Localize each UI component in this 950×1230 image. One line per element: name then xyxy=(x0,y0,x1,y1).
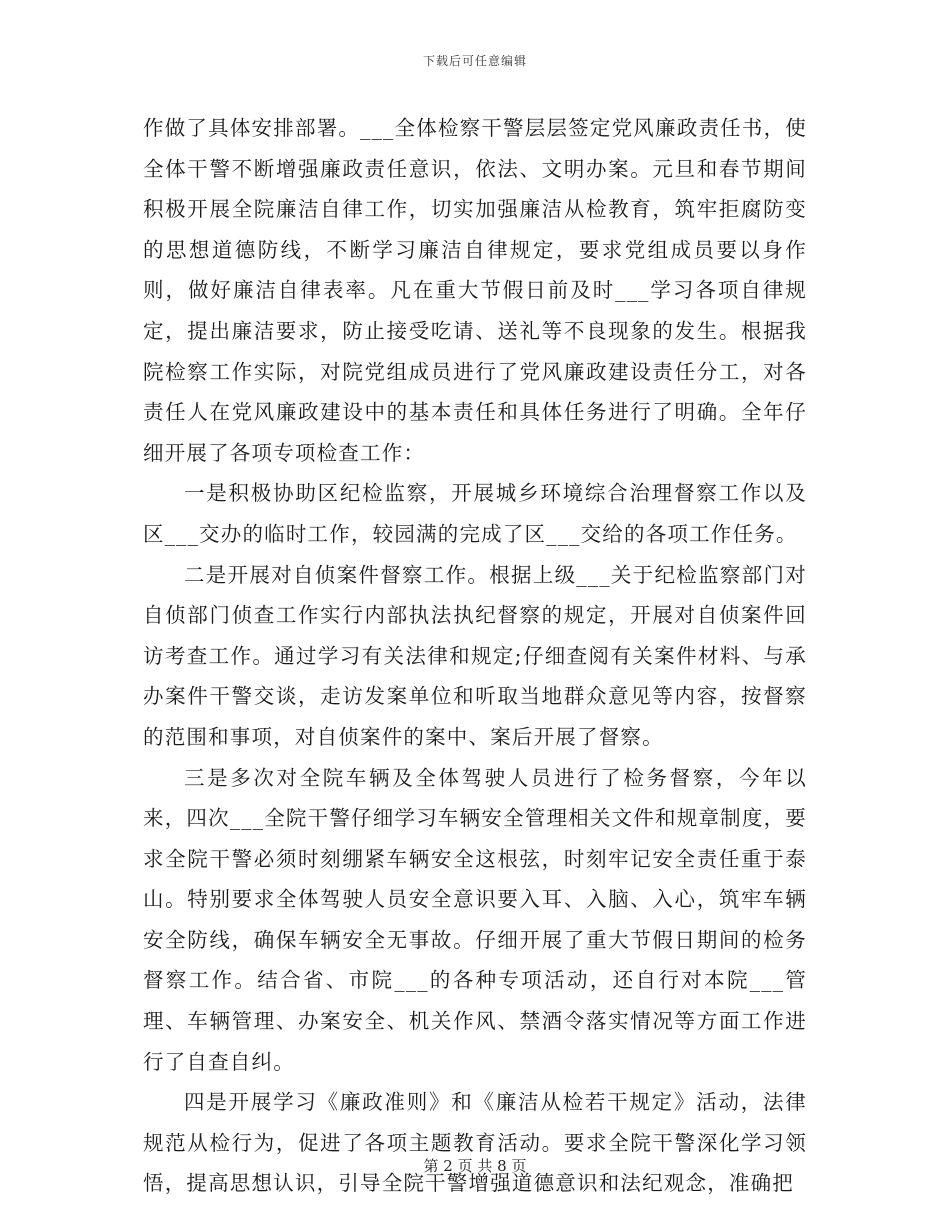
paragraph-item-2: 二是开展对自侦案件督察工作。根据上级___关于纪检监察部门对自侦部门侦查工作实行内部执法执纪督察的规定，开展对自侦案件回访考查工作。通过学习有关法律和规定;仔细查阅有关案件材料、与承办案件干警交谈，走访发案单位和听取当地群众意见等内容，按督察的范围和事项，对自侦案件的案中、案后开展了督察。 xyxy=(143,562,807,749)
paragraph-item-4: 四是开展学习《廉政准则》和《廉洁从检若干规定》活动，法律规范从检行为，促进了各项主题教育活动。要求全院干警深化学习领悟，提高思想认识，引导全院干警增强道德意识和法纪观念，准确把 xyxy=(143,1090,807,1196)
page-header: 下载后可任意编辑 xyxy=(422,54,527,68)
page-number: 第 2 页 共 8 页 xyxy=(423,1157,527,1175)
paragraph-item-3: 三是多次对全院车辆及全体驾驶人员进行了检务督察，今年以来，四次___全院干警仔细学习车辆安全管理相关文件和规章制度，要求全院干警必须时刻绷紧车辆安全这根弦，时刻牢记安全责任重于泰山。特别要求全体驾驶人员安全意识要入耳、入脑、入心，筑牢车辆安全防线，确保车辆安全无事故。仔细开展了重大节假日期间的检务督察工作。结合省、市院___的各种专项活动，还自行对本院___管理、车辆管理、办案安全、机关作风、禁酒令落实情况等方面工作进行了自查自纠。 xyxy=(143,765,807,1074)
paragraph-item-1: 一是积极协助区纪检监察，开展城乡环境综合治理督察工作以及区___交办的临时工作，较园满的完成了区___交给的各项工作任务。 xyxy=(143,481,807,546)
paragraph-intro: 作做了具体安排部署。___全体检察干警层层签定党风廉政责任书，使全体干警不断增强廉政责任意识，依法、文明办案。元旦和春节期间积极开展全院廉洁自律工作，切实加强廉洁从检教育，筑牢拒腐防变的思想道德防线，不断学习廉洁自律规定，要求党组成员要以身作则，做好廉洁自律表率。凡在重大节假日前及时___学习各项自律规定，提出廉洁要求，防止接受吃请、送礼等不良现象的发生。根据我院检察工作实际，对院党组成员进行了党风廉政建设责任分工，对各责任人在党风廉政建设中的基本责任和具体任务进行了明确。全年仔细开展了各项专项检查工作： xyxy=(143,116,807,465)
document-body xyxy=(143,108,807,1204)
